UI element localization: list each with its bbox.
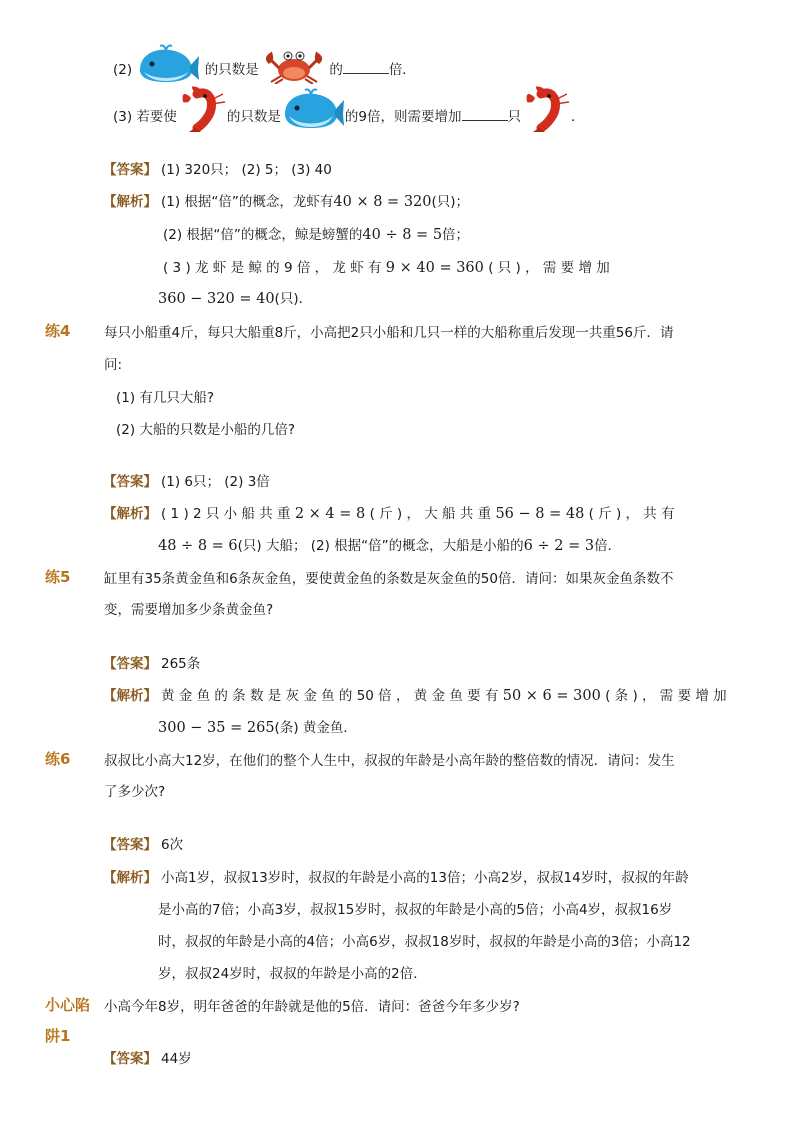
- analysis-line: 360 − 320 = 40(只)．: [158, 291, 313, 307]
- answer-line: 【答案】 6次: [103, 837, 184, 853]
- question-text: 了多少次?: [104, 784, 166, 800]
- answer-line: 【答案】 (1) 6只； (2) 3倍: [103, 474, 270, 490]
- analysis-line: 是小高的7倍；小高3岁，叔叔15岁时，叔叔的年龄是小高的5倍；小高4岁，叔叔16岁: [158, 902, 673, 918]
- exercise-label: 练5: [45, 568, 71, 586]
- analysis-line: 300 − 35 = 265(条) 黄金鱼．: [158, 720, 357, 736]
- analysis-line: 岁，叔叔24岁时，叔叔的年龄是小高的2倍．: [158, 966, 427, 982]
- lobster-icon: [521, 86, 571, 148]
- trap-label: 小心陷: [45, 996, 91, 1014]
- answer-line: 【答案】 44岁: [103, 1051, 192, 1067]
- analysis-line: ( 3 ) 龙 虾 是 鲸 的 9 倍 ， 龙 虾 有 9 × 40 = 360 ( 只 ) ， 需 要 增 加: [163, 260, 610, 276]
- question-text: 叔叔比小高大12岁，在他们的整个人生中，叔叔的年龄是小高年龄的整倍数的情况．请问：发生: [104, 753, 675, 769]
- answer-line: 【答案】 (1) 320只； (2) 5； (3) 40: [103, 162, 332, 178]
- answer-blank[interactable]: [462, 108, 508, 121]
- sub-question: (1) 有几只大船?: [116, 390, 215, 406]
- analysis-line: 【解析】 ( 1 ) 2 只 小 船 共 重 2 × 4 = 8 ( 斤 ) ， 大 船 共 重 56 − 8 = 48 ( 斤 ) ， 共 有: [103, 506, 675, 522]
- question-2-line: (2) 的只数是 的 倍．: [113, 44, 416, 96]
- question-text: 小高今年8岁，明年爸爸的年龄就是他的5倍．请问：爸爸今年多少岁?: [104, 999, 520, 1015]
- analysis-line: 【解析】 小高1岁，叔叔13岁时，叔叔的年龄是小高的13倍；小高2岁，叔叔14岁时，叔叔的年龄: [103, 870, 689, 886]
- question-3-line: (3) 若要使 的只数是 的9倍，则需要增加 只 ．: [113, 86, 585, 148]
- analysis-line: 时，叔叔的年龄是小高的4倍；小高6岁，叔叔18岁时，叔叔的年龄是小高的3倍；小高12: [158, 934, 691, 950]
- analysis-line: (2) 根据“倍”的概念，鲸是螃蟹的40 ÷ 8 = 5倍；: [163, 227, 470, 243]
- question-text: 问:: [104, 357, 123, 373]
- answer-line: 【答案】 265条: [103, 656, 201, 672]
- question-text: 每只小船重4斤，每只大船重8斤，小高把2只小船和几只一样的大船称重后发现一共重56斤．请: [104, 325, 674, 341]
- trap-label: 阱1: [45, 1027, 71, 1045]
- lobster-icon: [177, 86, 227, 148]
- analysis-line: 【解析】 (1) 根据“倍”的概念，龙虾有40 × 8 = 320(只)；: [103, 194, 470, 210]
- sub-question: (2) 大船的只数是小船的几倍?: [116, 422, 296, 438]
- analysis-line: 【解析】 黄 金 鱼 的 条 数 是 灰 金 鱼 的 50 倍 ， 黄 金 鱼 要 有 50 × 6 = 300 ( 条 ) ， 需 要 增 加: [103, 688, 727, 704]
- answer-blank[interactable]: [343, 61, 389, 74]
- question-text: 缸里有35条黄金鱼和6条灰金鱼，要使黄金鱼的条数是灰金鱼的50倍．请问：如果灰金鱼条数不: [104, 571, 674, 587]
- question-text: 变，需要增加多少条黄金鱼?: [104, 602, 274, 618]
- exercise-label: 练6: [45, 750, 71, 768]
- whale-icon: [281, 86, 345, 148]
- analysis-line: 48 ÷ 8 = 6(只) 大船； (2) 根据“倍”的概念，大船是小船的6 ÷ 2 = 3倍．: [158, 538, 622, 554]
- exercise-label: 练4: [45, 322, 71, 340]
